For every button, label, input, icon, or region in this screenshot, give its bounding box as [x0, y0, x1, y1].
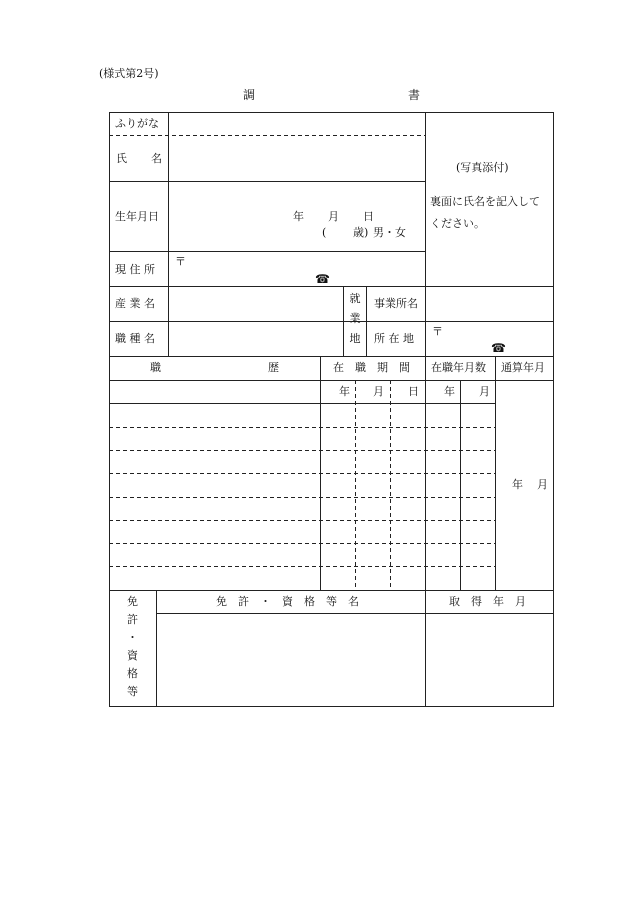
photo-label: (写真添付)	[456, 161, 509, 174]
address-label: 現 住 所	[115, 263, 155, 276]
job-type-field[interactable]	[170, 323, 342, 355]
license-date-area[interactable]	[427, 615, 552, 705]
age-open: (	[322, 226, 327, 239]
license-side-char: 資	[127, 649, 138, 662]
industry-field[interactable]	[170, 288, 342, 320]
period-entry-area[interactable]	[322, 405, 424, 589]
phone-icon: ☎	[491, 341, 506, 355]
postal-icon: 〒	[175, 255, 186, 268]
license-date-header: 取 得 年 月	[449, 595, 526, 608]
photo-area[interactable]	[427, 114, 552, 284]
career-entry-area[interactable]	[111, 382, 319, 589]
title-left: 調	[243, 88, 256, 102]
furigana-label: ふりがな	[115, 117, 159, 130]
total-header: 通算年月	[501, 361, 545, 374]
photo-note-2: ください。	[430, 217, 485, 230]
form-number: (様式第2号)	[99, 67, 159, 80]
period-day-unit: 日	[408, 385, 419, 398]
birth-field[interactable]	[170, 183, 290, 250]
postal-icon: 〒	[432, 325, 443, 338]
years-header: 在職年月数	[431, 361, 486, 374]
birth-month-unit: 月	[328, 210, 339, 223]
license-entry-area[interactable]	[158, 615, 424, 705]
license-side-char: 格	[127, 667, 138, 680]
license-side-label	[109, 596, 156, 697]
years-month-unit: 月	[479, 385, 490, 398]
workplace-label	[346, 293, 364, 344]
license-side-char: 免	[127, 595, 138, 608]
workplace-char: 就	[349, 292, 361, 305]
career-header-2: 歴	[268, 361, 279, 374]
license-side-char: ・	[127, 631, 138, 644]
office-name-field[interactable]	[428, 288, 552, 320]
period-month-unit: 月	[373, 385, 384, 398]
name-label-1: 氏	[116, 152, 127, 165]
sex-options[interactable]: 男・女	[373, 226, 406, 239]
license-side-char: 許	[127, 613, 138, 626]
birth-label: 生年月日	[115, 210, 159, 223]
years-year-unit: 年	[444, 385, 455, 398]
job-type-label: 職 種 名	[115, 332, 155, 345]
address-field[interactable]	[190, 253, 310, 283]
career-header-1: 職	[150, 361, 161, 374]
workplace-char: 業	[349, 312, 361, 325]
birth-year-unit: 年	[293, 210, 304, 223]
period-year-unit: 年	[339, 385, 350, 398]
total-year-unit: 年	[512, 478, 523, 491]
period-header: 在 職 期 間	[333, 361, 410, 374]
license-side-char: 等	[127, 685, 138, 698]
age-close: 歳)	[353, 226, 369, 239]
photo-note-1: 裏面に氏名を記入して	[430, 195, 540, 208]
office-name-label: 事業所名	[374, 297, 418, 310]
workplace-char: 地	[349, 332, 361, 345]
furigana-field[interactable]	[170, 114, 424, 134]
name-label-2: 名	[151, 152, 162, 165]
name-field[interactable]	[170, 137, 424, 180]
office-location-label: 所 在 地	[374, 332, 414, 345]
title-right: 書	[408, 88, 421, 102]
birth-day-unit: 日	[363, 210, 374, 223]
license-header: 免 許 ・ 資 格 等 名	[216, 595, 359, 608]
phone-icon: ☎	[315, 272, 330, 286]
total-month-unit: 月	[537, 478, 548, 491]
industry-label: 産 業 名	[115, 297, 155, 310]
